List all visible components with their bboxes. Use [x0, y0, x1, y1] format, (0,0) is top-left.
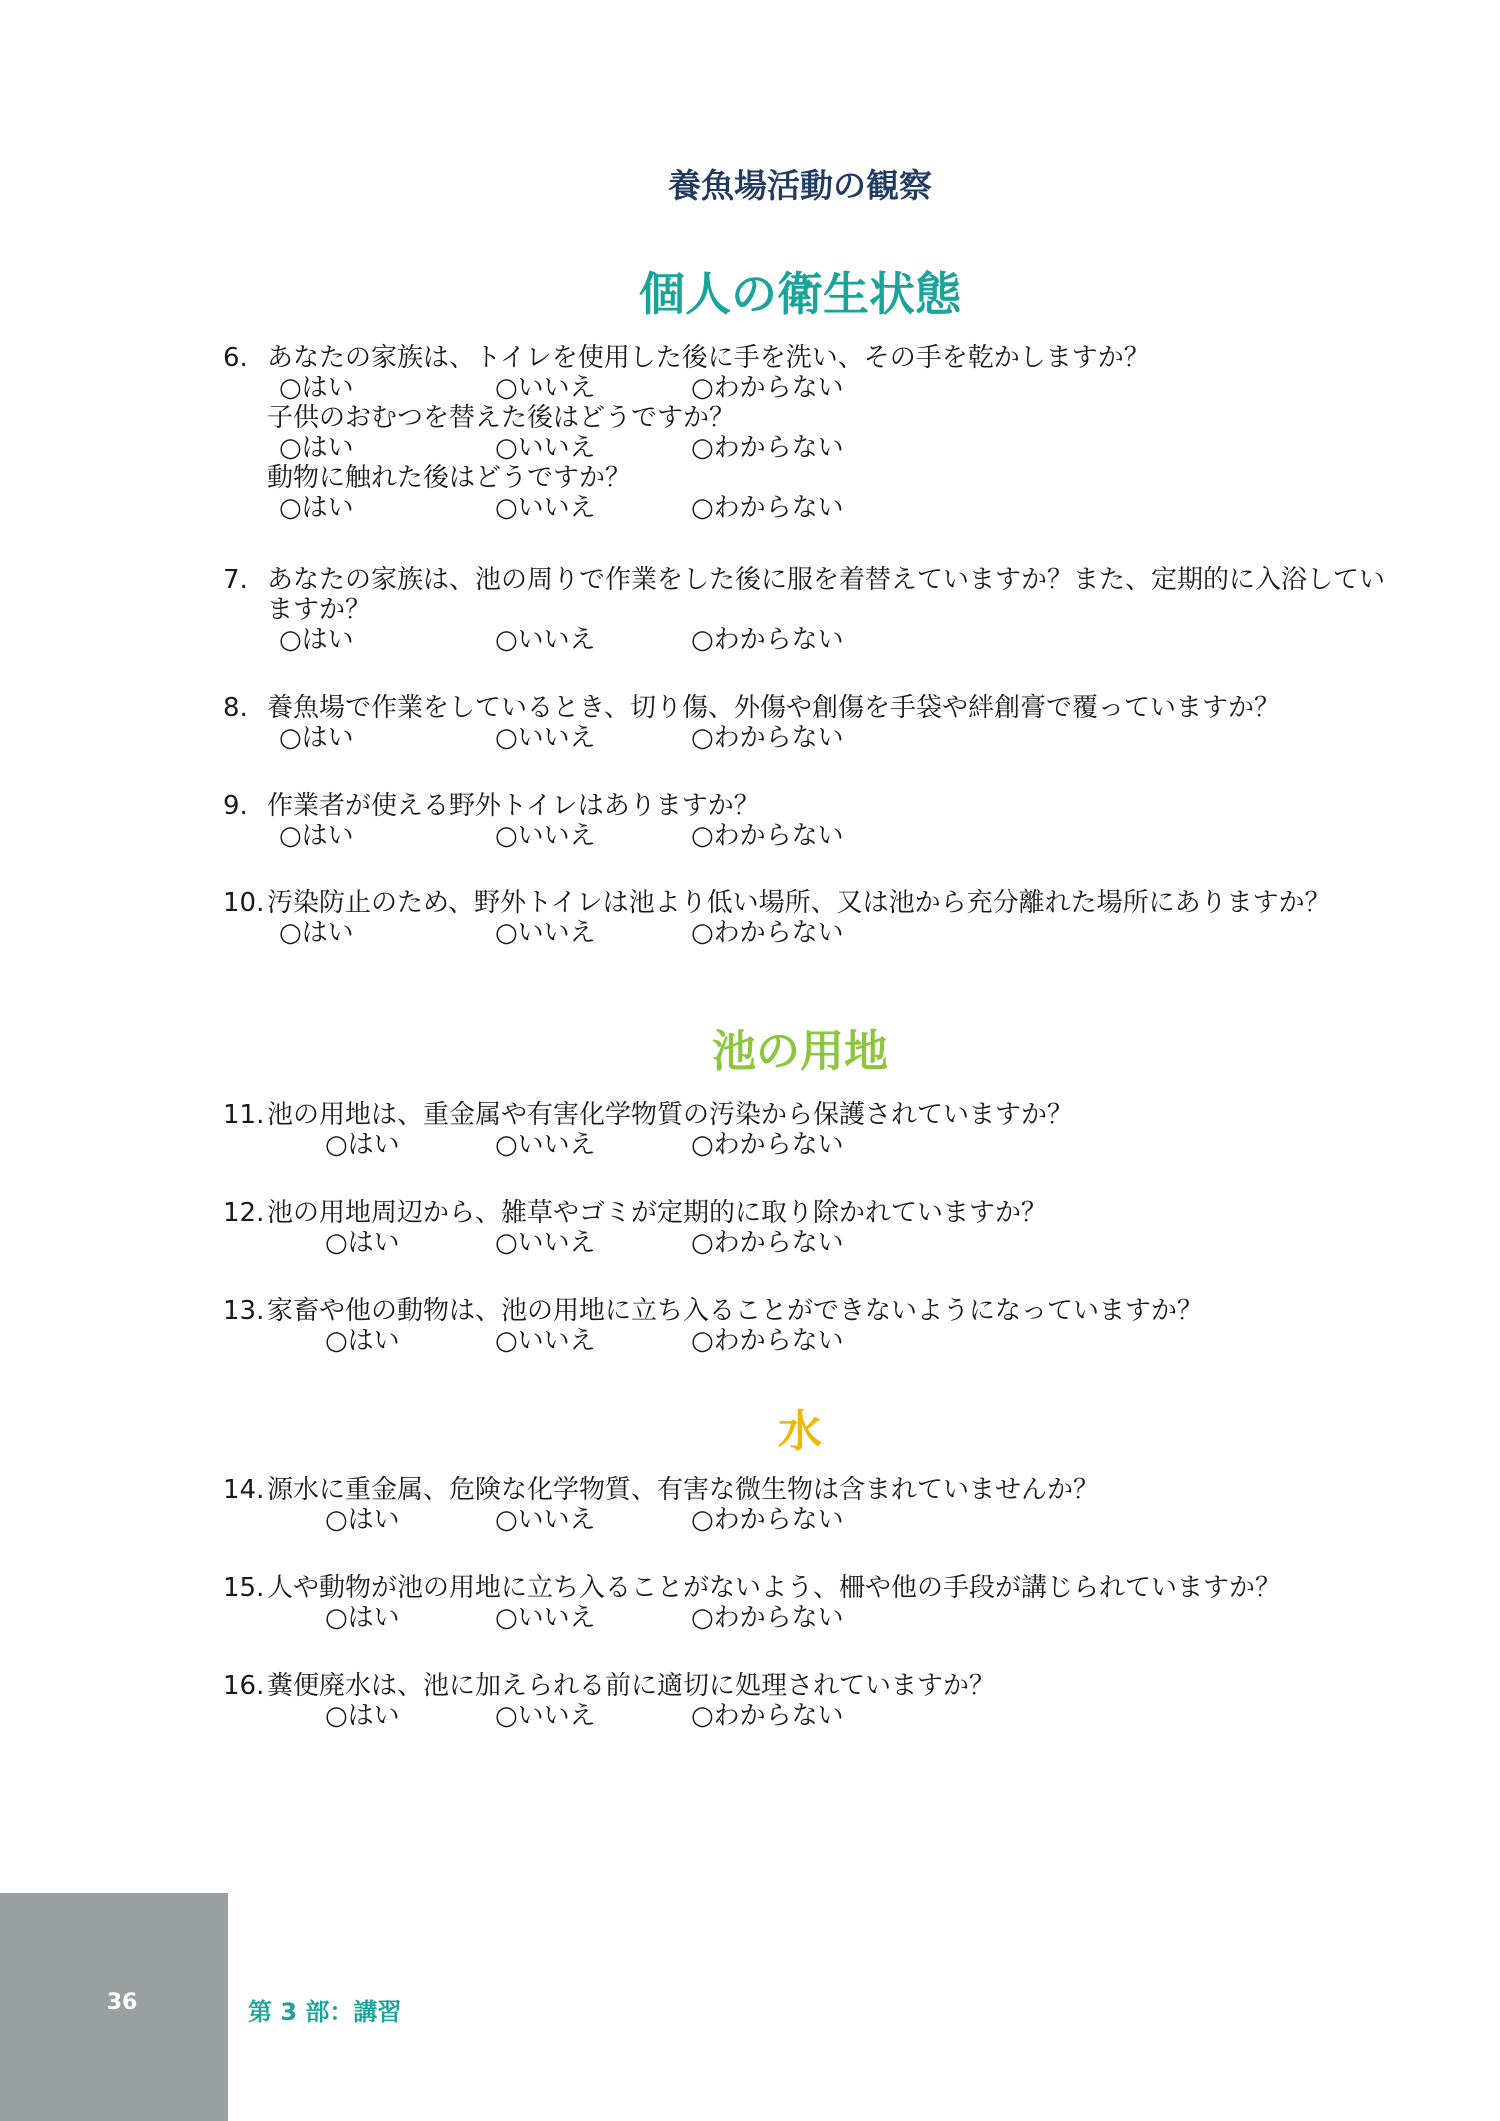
option-unknown[interactable]: ○わからない [691, 918, 844, 948]
option-yes[interactable]: ○はい [279, 373, 354, 403]
question-number: 9. [223, 791, 248, 821]
option-unknown[interactable]: ○わからない [691, 1701, 844, 1731]
answer-options [223, 1228, 1403, 1258]
option-unknown[interactable]: ○わからない [691, 625, 844, 655]
option-unknown[interactable]: ○わからない [691, 433, 844, 463]
answer-options [223, 625, 1403, 655]
question-number: 12. [223, 1198, 265, 1228]
option-unknown[interactable]: ○わからない [691, 1603, 844, 1633]
option-yes[interactable]: ○はい [279, 433, 354, 463]
option-no[interactable]: ○いいえ [495, 1228, 596, 1258]
option-unknown[interactable]: ○わからない [691, 493, 844, 523]
option-yes[interactable]: ○はい [279, 821, 354, 851]
option-unknown[interactable]: ○わからない [691, 1130, 844, 1160]
answer-options [223, 723, 1403, 753]
option-yes[interactable]: ○はい [325, 1326, 400, 1356]
option-unknown[interactable]: ○わからない [691, 821, 844, 851]
answer-options [223, 918, 1403, 948]
option-yes[interactable]: ○はい [279, 493, 354, 523]
question-12 [223, 1198, 1403, 1258]
question-text: 池の用地周辺から、雑草やゴミが定期的に取り除かれていますか？ [267, 1198, 1048, 1228]
answer-options [223, 1326, 1403, 1356]
option-no[interactable]: ○いいえ [495, 918, 596, 948]
answer-options [223, 493, 1403, 523]
question-number: 11. [223, 1100, 265, 1130]
option-no[interactable]: ○いいえ [495, 723, 596, 753]
option-no[interactable]: ○いいえ [495, 1701, 596, 1731]
question-text: 作業者が使える野外トイレはありますか？ [267, 791, 760, 821]
option-no[interactable]: ○いいえ [495, 1603, 596, 1633]
question-10 [223, 888, 1403, 948]
page-title: 養魚場活動の観察 [668, 166, 932, 205]
question-number: 14. [223, 1475, 265, 1505]
question-text: 源水に重金属、危険な化学物質、有害な微生物は含まれていませんか？ [267, 1475, 1100, 1505]
question-text: あなたの家族は、池の周りで作業をした後に服を着替えていますか？また、定期的に入浴していますか？ [267, 565, 1386, 625]
option-no[interactable]: ○いいえ [495, 821, 596, 851]
question-number: 15. [223, 1573, 265, 1603]
option-no[interactable]: ○いいえ [495, 1505, 596, 1535]
question-number: 8. [223, 693, 248, 723]
question-11 [223, 1100, 1403, 1160]
section-heading-water: 水 [778, 1406, 822, 1457]
question-9 [223, 791, 1403, 851]
option-yes[interactable]: ○はい [325, 1228, 400, 1258]
question-8 [223, 693, 1403, 753]
question-text: 池の用地は、重金属や有害化学物質の汚染から保護されていますか？ [267, 1100, 1074, 1130]
question-number: 6. [223, 343, 248, 373]
option-yes[interactable]: ○はい [325, 1505, 400, 1535]
question-13 [223, 1296, 1403, 1356]
answer-options [223, 1603, 1403, 1633]
answer-options [223, 1701, 1403, 1731]
option-no[interactable]: ○いいえ [495, 625, 596, 655]
option-no[interactable]: ○いいえ [495, 1326, 596, 1356]
option-no[interactable]: ○いいえ [495, 433, 596, 463]
option-unknown[interactable]: ○わからない [691, 1326, 844, 1356]
question-7 [223, 565, 1403, 655]
option-yes[interactable]: ○はい [325, 1701, 400, 1731]
question-text: 養魚場で作業をしているとき、切り傷、外傷や創傷を手袋や絆創膏で覆っていますか？ [267, 693, 1280, 723]
answer-options [223, 1505, 1403, 1535]
question-number: 13. [223, 1296, 265, 1326]
section-heading-pond-site: 池の用地 [712, 1026, 888, 1077]
option-unknown[interactable]: ○わからない [691, 373, 844, 403]
footer-section-label: 第 3 部：講習 [248, 1998, 402, 2026]
option-yes[interactable]: ○はい [325, 1603, 400, 1633]
answer-options [223, 1130, 1403, 1160]
question-text: あなたの家族は、トイレを使用した後に手を洗い、その手を乾かしますか？ [267, 343, 1150, 373]
question-text: 人や動物が池の用地に立ち入ることがないよう、柵や他の手段が講じられていますか？ [267, 1573, 1282, 1603]
answer-options [223, 821, 1403, 851]
option-no[interactable]: ○いいえ [495, 1130, 596, 1160]
option-no[interactable]: ○いいえ [495, 373, 596, 403]
answer-options [223, 373, 1403, 403]
question-16 [223, 1671, 1403, 1731]
option-yes[interactable]: ○はい [279, 918, 354, 948]
answer-options [223, 433, 1403, 463]
option-yes[interactable]: ○はい [279, 625, 354, 655]
question-number: 16. [223, 1671, 265, 1701]
question-text: 糞便廃水は、池に加えられる前に適切に処理されていますか？ [267, 1671, 996, 1701]
sub-question-text: 子供のおむつを替えた後はどうですか？ [267, 403, 736, 433]
question-text: 汚染防止のため、野外トイレは池より低い場所、又は池から充分離れた場所にありますか？ [267, 888, 1331, 918]
sub-question-text: 動物に触れた後はどうですか？ [267, 463, 632, 493]
option-no[interactable]: ○いいえ [495, 493, 596, 523]
question-number: 7. [223, 565, 248, 595]
question-14 [223, 1475, 1403, 1535]
question-6 [223, 343, 1403, 523]
option-unknown[interactable]: ○わからない [691, 1505, 844, 1535]
question-number: 10. [223, 888, 265, 918]
question-text: 家畜や他の動物は、池の用地に立ち入ることができないようになっていますか？ [267, 1296, 1204, 1326]
option-yes[interactable]: ○はい [325, 1130, 400, 1160]
option-unknown[interactable]: ○わからない [691, 1228, 844, 1258]
option-yes[interactable]: ○はい [279, 723, 354, 753]
section-heading-hygiene: 個人の衛生状態 [639, 267, 961, 321]
page-number: 36 [106, 1990, 138, 2015]
question-15 [223, 1573, 1403, 1633]
option-unknown[interactable]: ○わからない [691, 723, 844, 753]
